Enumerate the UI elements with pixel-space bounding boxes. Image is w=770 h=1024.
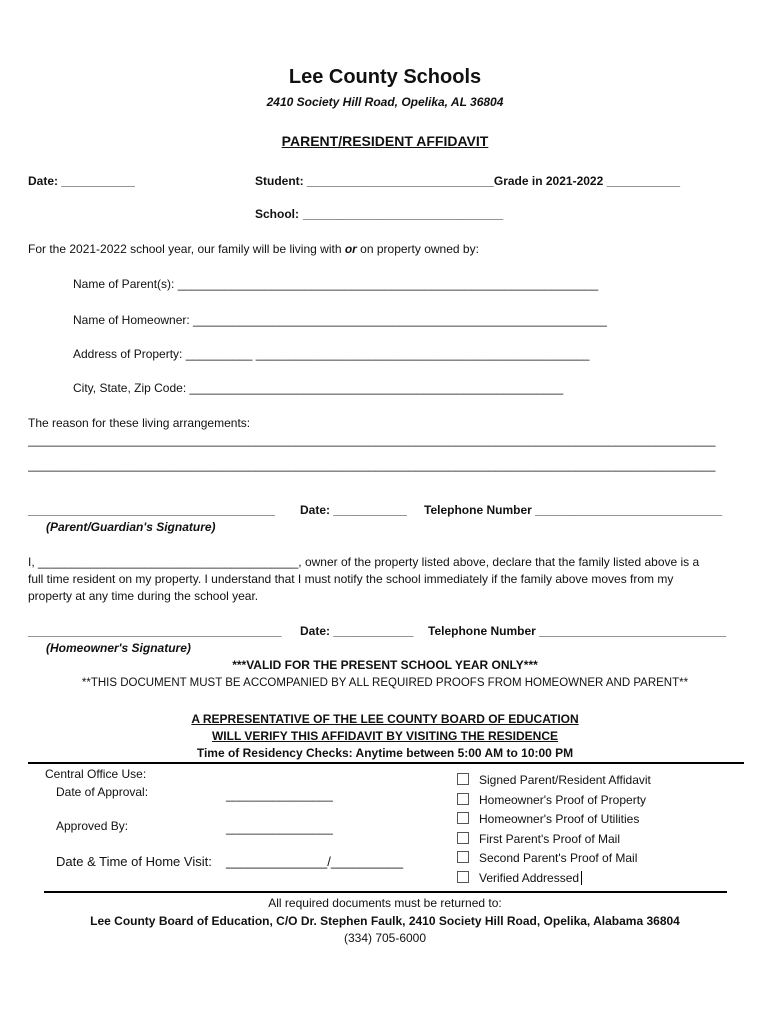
parent-signature-caption: (Parent/Guardian's Signature) (46, 520, 216, 534)
checkbox-icon[interactable] (457, 773, 469, 785)
reason-line-2[interactable]: _______________________________________________________________________________________________________ (28, 458, 716, 472)
date-field[interactable]: Date: ___________ (28, 174, 135, 188)
office-bottom-divider (44, 891, 727, 893)
accompany-notice: **THIS DOCUMENT MUST BE ACCOMPANIED BY ALL REQUIRED PROOFS FROM HOMEOWNER AND PARENT** (81, 677, 689, 689)
checkbox-icon[interactable] (457, 832, 469, 844)
school-field[interactable]: ______________________________ (303, 207, 504, 221)
declaration-line-2: full time resident on my property. I understand that I must notify the school immediately if the family above moves from my (28, 572, 674, 586)
school-address: 2410 Society Hill Road, Opelika, AL 36804 (266, 95, 504, 109)
representative-notice-2: WILL VERIFY THIS AFFIDAVIT BY VISITING THE RESIDENCE (211, 729, 559, 743)
declaration-line-3: property at any time during the school year. (28, 589, 259, 603)
parent-date-field[interactable]: Date: ___________ (300, 503, 407, 517)
property-address-field[interactable]: Address of Property: __________ __________________________________________________ (73, 347, 590, 361)
approved-by-field[interactable]: ________________ (226, 821, 333, 835)
parents-name-field[interactable]: Name of Parent(s): _______________________________________________________________ (73, 277, 599, 291)
checkbox-icon[interactable] (457, 851, 469, 863)
homeowner-name-field[interactable]: Name of Homeowner: ______________________________________________________________ (73, 313, 607, 327)
checklist-item[interactable]: Signed Parent/Resident Affidavit (457, 773, 651, 787)
reason-line-1[interactable]: _______________________________________________________________________________________________________ (28, 433, 716, 447)
school-label: School: (255, 207, 299, 221)
checkbox-icon[interactable] (457, 793, 469, 805)
residency-checks: Time of Residency Checks: Anytime between 5:00 AM to 10:00 PM (196, 746, 574, 760)
footer-return-note: All required documents must be returned to: (268, 896, 502, 910)
text-cursor (581, 871, 582, 885)
approved-by-label: Approved By: (56, 819, 129, 833)
valid-notice: ***VALID FOR THE PRESENT SCHOOL YEAR ONLY*** (232, 658, 538, 672)
office-heading: Central Office Use: (45, 767, 147, 781)
office-top-divider (28, 762, 744, 764)
checkbox-icon[interactable] (457, 812, 469, 824)
city-state-zip-field[interactable]: City, State, Zip Code: ________________________________________________________ (73, 381, 564, 395)
homeowner-signature-caption: (Homeowner's Signature) (46, 641, 191, 655)
intro-post: on property owned by: (356, 242, 479, 256)
checklist-item[interactable]: Second Parent's Proof of Mail (457, 851, 637, 865)
parent-signature-line[interactable]: _____________________________________ (28, 503, 275, 517)
checklist-item[interactable]: Homeowner's Proof of Property (457, 793, 646, 807)
checklist-item[interactable]: Verified Addressed (457, 871, 582, 885)
intro-or: or (344, 242, 357, 256)
declaration-line-1[interactable]: I, _______________________________________, owner of the property listed above, declare that the family listed above is a (28, 555, 700, 569)
representative-notice-1: A REPRESENTATIVE OF THE LEE COUNTY BOARD OF EDUCATION (191, 712, 579, 726)
checklist-item[interactable]: Homeowner's Proof of Utilities (457, 812, 639, 826)
homeowner-phone-field[interactable]: Telephone Number ____________________________ (428, 624, 726, 638)
student-grade-field[interactable]: Student: ____________________________Grade in 2021-2022 ___________ (255, 174, 681, 188)
approval-field[interactable]: ________________ (226, 788, 333, 802)
footer-phone: (334) 705-6000 (343, 931, 427, 945)
homeowner-date-field[interactable]: Date: ____________ (300, 624, 414, 638)
home-visit-label: Date & Time of Home Visit: (56, 854, 212, 869)
home-visit-field[interactable]: ______________/__________ (226, 854, 404, 869)
intro-pre: For the 2021-2022 school year, our family will be living with (28, 242, 345, 256)
checkbox-icon[interactable] (457, 871, 469, 883)
intro-text (28, 242, 479, 256)
parent-phone-field[interactable]: Telephone Number ____________________________ (424, 503, 722, 517)
footer-address: Lee County Board of Education, C/O Dr. Stephen Faulk, 2410 Society Hill Road, Opelika, Alabama 36804 (90, 914, 680, 928)
form-title: PARENT/RESIDENT AFFIDAVIT (281, 133, 489, 149)
school-name: Lee County Schools (288, 66, 482, 88)
homeowner-signature-line[interactable]: ______________________________________ (28, 624, 282, 638)
approval-label: Date of Approval: (56, 785, 149, 799)
checklist-item[interactable]: First Parent's Proof of Mail (457, 832, 620, 846)
reason-label: The reason for these living arrangements: (28, 416, 251, 430)
